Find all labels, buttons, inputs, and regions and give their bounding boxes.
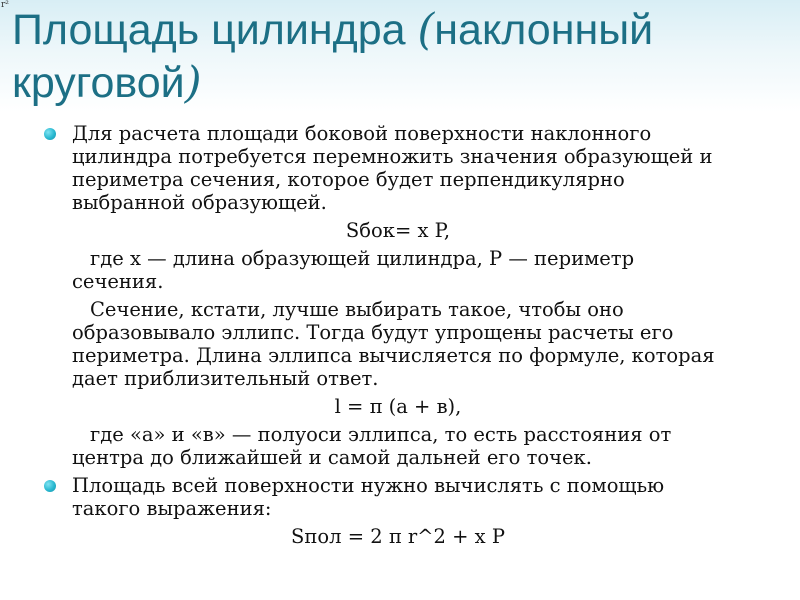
bullet-text: Для расчета площади боковой поверхности наклонного цилиндра потребуется перемножить значения образующей и периметра сечения, которое будет перпендикулярно выбранной образующей. <box>72 122 713 214</box>
title-paren-close: ) <box>184 58 202 108</box>
bullet-text: Площадь всей поверхности нужно вычислять с помощью такого выражения: <box>72 474 665 520</box>
title-part1: Площадь цилиндра <box>12 6 418 54</box>
where-ab-text: где «а» и «в» — полуоси эллипса, то есть расстояния от центра до ближайшей и самой дальней его точек. <box>72 423 672 469</box>
section-note-text: Сечение, кстати, лучше выбирать такое, чтобы оно образовывало эллипс. Тогда будут упрощены расчеты его периметра. Длина эллипса вычисляется по формуле, которая дает приблизительный ответ. <box>72 298 715 390</box>
formula-full: Sпол = 2 π r^2 + x P <box>291 525 505 548</box>
slide-title <box>12 4 792 110</box>
title-part2: наклонный круговой <box>12 6 654 107</box>
formula-ellipse: l = π (a + в), <box>334 395 462 418</box>
bullet-dot-icon <box>44 480 56 492</box>
slide-content <box>44 122 724 548</box>
bullet-item-lateral-area <box>44 122 724 214</box>
bullet-item-total-area <box>44 474 724 520</box>
corner-mark: r² <box>1 0 9 10</box>
bullet-dot-icon <box>44 128 56 140</box>
where-x-text: где x — длина образующей цилиндра, P — периметр сечения. <box>72 247 635 293</box>
formula-lateral: Sбок= x P, <box>345 219 451 242</box>
title-paren-open: ( <box>417 5 435 55</box>
